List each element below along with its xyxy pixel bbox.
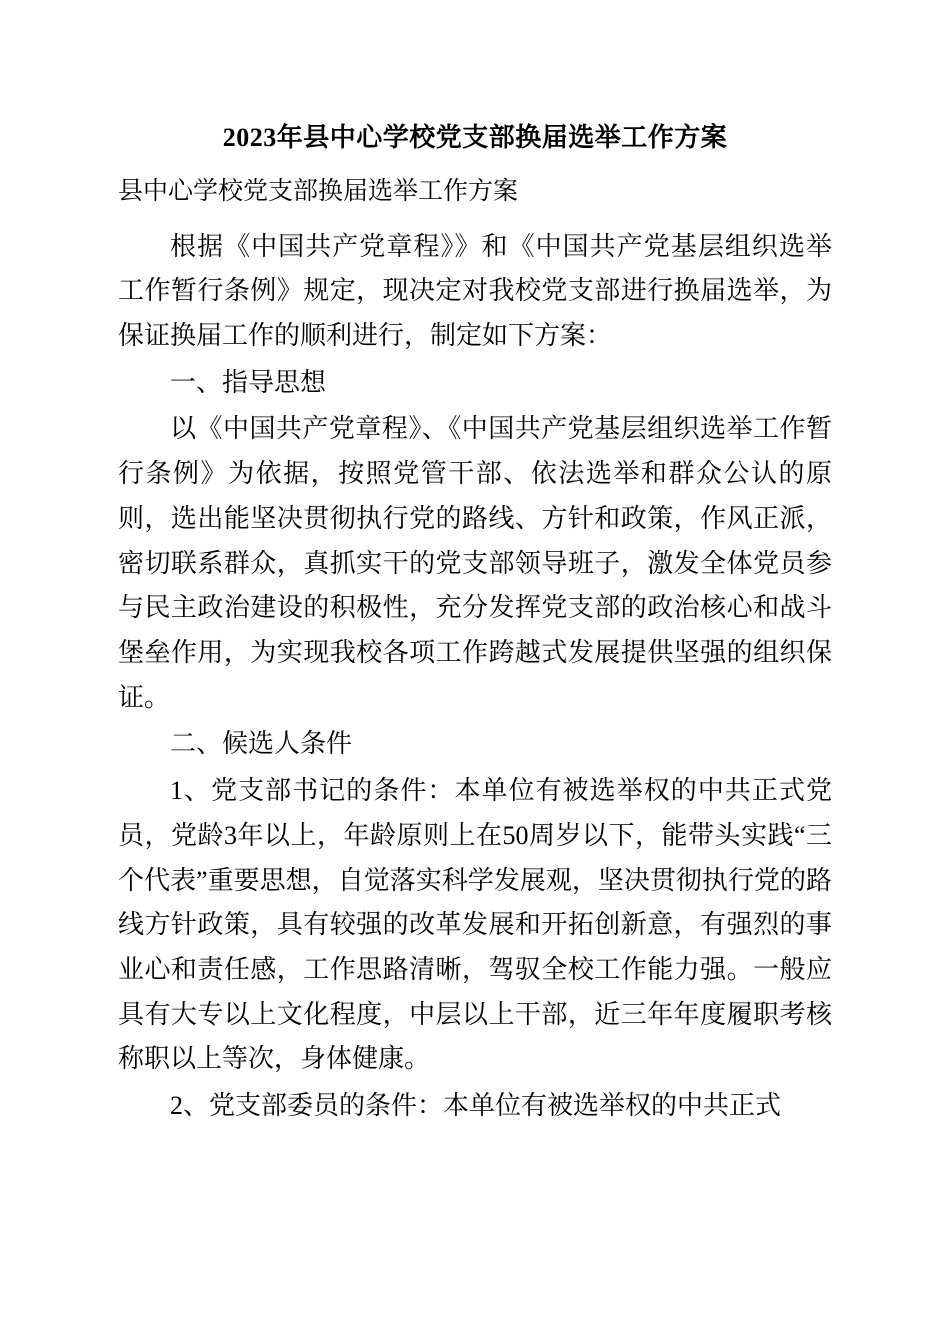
paragraph-basis: 根据《中国共产党章程》》和《中国共产党基层组织选举工作暂行条例》规定，现决定对我校党支部进行换届选举，为保证换届工作的顺利进行，制定如下方案： [118, 231, 832, 350]
document-subtitle: 县中心学校党支部换届选举工作方案 [118, 178, 519, 205]
section-heading-candidate-conditions: 二、候选人条件 [170, 729, 353, 759]
page-title: 2023年县中心学校党支部换届选举工作方案 [222, 123, 728, 152]
paragraph-guiding-ideology: 以《中国共产党章程》、《中国共产党基层组织选举工作暂行条例》为依据，按照党管干部、依法选举和群众公认的原则，选出能坚决贯彻执行党的路线、方针和政策，作风正派，密切联系群众，真抓实干的党支部领导班子，激发全体党员参与民主政治建设的积极性，充分发挥党支部的政治核心和战斗堡垒作用，为实现我校各项工作跨越式发展提供坚强的组织保证。 [118, 414, 832, 712]
paragraph-committee-member-conditions: 2、党支部委员的条件：本单位有被选举权的中共正式 [170, 1091, 782, 1121]
section-heading-guiding-ideology: 一、指导思想 [170, 367, 327, 397]
paragraph-secretary-conditions: 1、党支部书记的条件：本单位有被选举权的中共正式党员，党龄3年以上，年龄原则上在50周岁以下，能带头实践“三个代表”重要思想，自觉落实科学发展观，坚决贯彻执行党的路线方针政策，具有较强的改革发展和开拓创新意，有强烈的事业心和责任感，工作思路清晰，驾驭全校工作能力强。一般应具有大专以上文化程度，中层以上干部，近三年年度履职考核称职以上等次，身体健康。 [118, 776, 832, 1074]
